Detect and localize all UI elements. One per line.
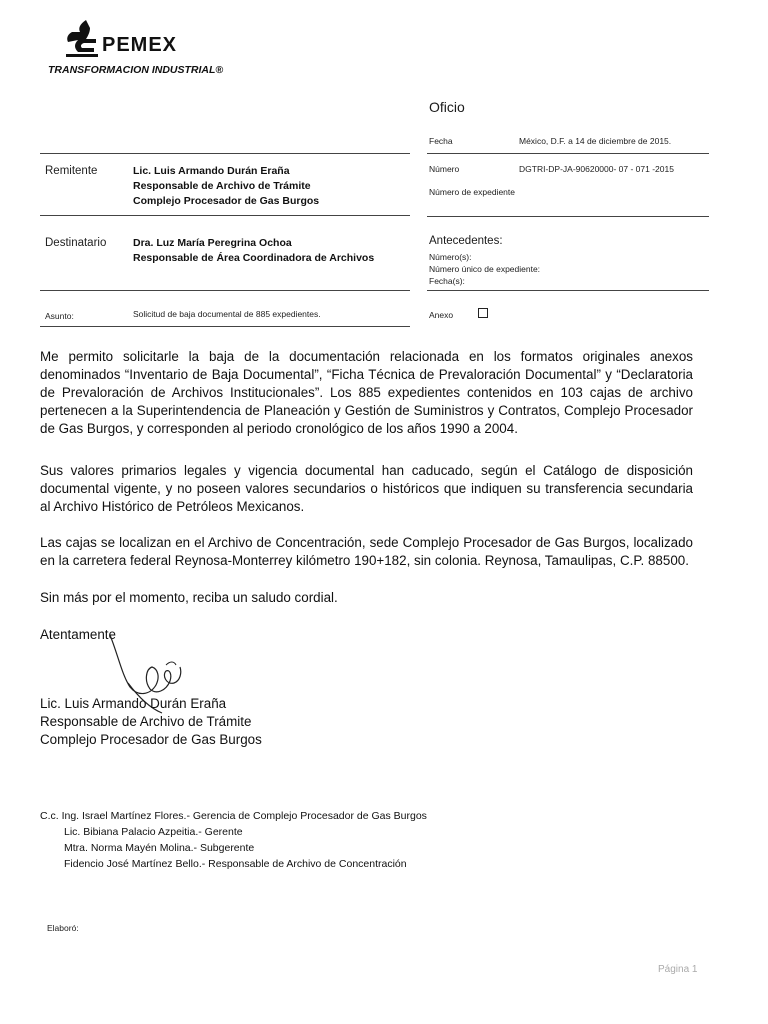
divider-1 (40, 153, 410, 154)
pemex-eagle-icon (64, 18, 100, 58)
anexo-label: Anexo (429, 310, 454, 320)
unico-label: Número único de expediente: (429, 264, 541, 274)
signer-role: Responsable de Archivo de Trámite (40, 714, 252, 729)
destinatario-name: Dra. Luz María Peregrina Ochoa (133, 237, 292, 249)
numero-value: DGTRI-DP-JA-90620000- 07 - 071 -2015 (519, 164, 674, 174)
doc-type: Oficio (429, 99, 465, 115)
fecha-label: Fecha (429, 136, 453, 146)
divider-3b (427, 290, 709, 291)
page-number: Página 1 (658, 964, 698, 975)
divider-1b (427, 153, 709, 154)
remitente-label: Remitente (45, 165, 98, 177)
divider-3 (40, 290, 410, 291)
body-paragraph-4: Sin más por el momento, reciba un saludo cordial. (40, 590, 338, 605)
cc-line-3: Mtra. Norma Mayén Molina.- Subgerente (64, 842, 255, 854)
body-paragraph-2: Sus valores primarios legales y vigencia documental han caducado, según el Catálogo de disposición documental vigente, y no poseen valores secundarios o históricos que indiquen su transferencia secundaria al Archivo Histórico de Petróleos Mexicanos. (40, 463, 693, 514)
asunto-text: Solicitud de baja documental de 885 expedientes. (133, 309, 321, 319)
brand-subtitle: TRANSFORMACION INDUSTRIAL® (48, 64, 224, 76)
body-paragraph-3: Las cajas se localizan en el Archivo de Concentración, sede Complejo Procesador de Gas Burgos, localizado en la carretera federal Reynosa-Monterrey kilómetro 190+182, sin colonia. Reynosa, Tamaulipas, C.P. 88500. (40, 535, 693, 568)
brand-name: PEMEX (102, 34, 178, 56)
closing: Atentamente (40, 627, 116, 642)
destinatario-role: Responsable de Área Coordinadora de Archivos (133, 252, 375, 264)
divider-2b (427, 216, 709, 217)
elaboro-label: Elaboró: (47, 923, 79, 933)
fecha-value: México, D.F. a 14 de diciembre de 2015. (519, 136, 672, 146)
remitente-role: Responsable de Archivo de Trámite (133, 180, 311, 192)
expediente-label: Número de expediente (429, 187, 516, 197)
divider-2 (40, 215, 410, 216)
signer-place: Complejo Procesador de Gas Burgos (40, 732, 262, 747)
anexo-checkbox[interactable] (478, 308, 488, 318)
destinatario-label: Destinatario (45, 237, 107, 249)
asunto-label: Asunto: (45, 311, 74, 321)
body-paragraph-1: Me permito solicitarle la baja de la documentación relacionada en los formatos originales anexos denominados “Inventario de Baja Documental”, “Ficha Técnica de Prevaloración Documental” y “Declaratoria de Prevaloración de Archivos Institucionales”. Los 885 expedientes contenidos en 103 cajas de archivo pertenecen a la Superintendencia de Planeación y Gestión de Suministros y Contratos, Complejo Procesador de Gas Burgos, y corresponden al periodo cronológico de los años 1990 a 2004. (40, 349, 693, 436)
signer-name: Lic. Luis Armando Durán Eraña (40, 696, 227, 711)
numero-label: Número (429, 164, 460, 174)
fechas-label: Fecha(s): (429, 276, 465, 286)
numeros-label: Número(s): (429, 252, 472, 262)
remitente-name: Lic. Luis Armando Durán Eraña (133, 165, 290, 177)
cc-line-2: Lic. Bibiana Palacio Azpeitia.- Gerente (64, 826, 243, 838)
remitente-place: Complejo Procesador de Gas Burgos (133, 195, 320, 207)
cc-line-4: Fidencio José Martínez Bello.- Responsable de Archivo de Concentración (64, 858, 407, 870)
antecedentes-label: Antecedentes: (429, 235, 503, 247)
cc-line-1: C.c. Ing. Israel Martínez Flores.- Gerencia de Complejo Procesador de Gas Burgos (40, 810, 427, 822)
divider-4 (40, 326, 410, 327)
